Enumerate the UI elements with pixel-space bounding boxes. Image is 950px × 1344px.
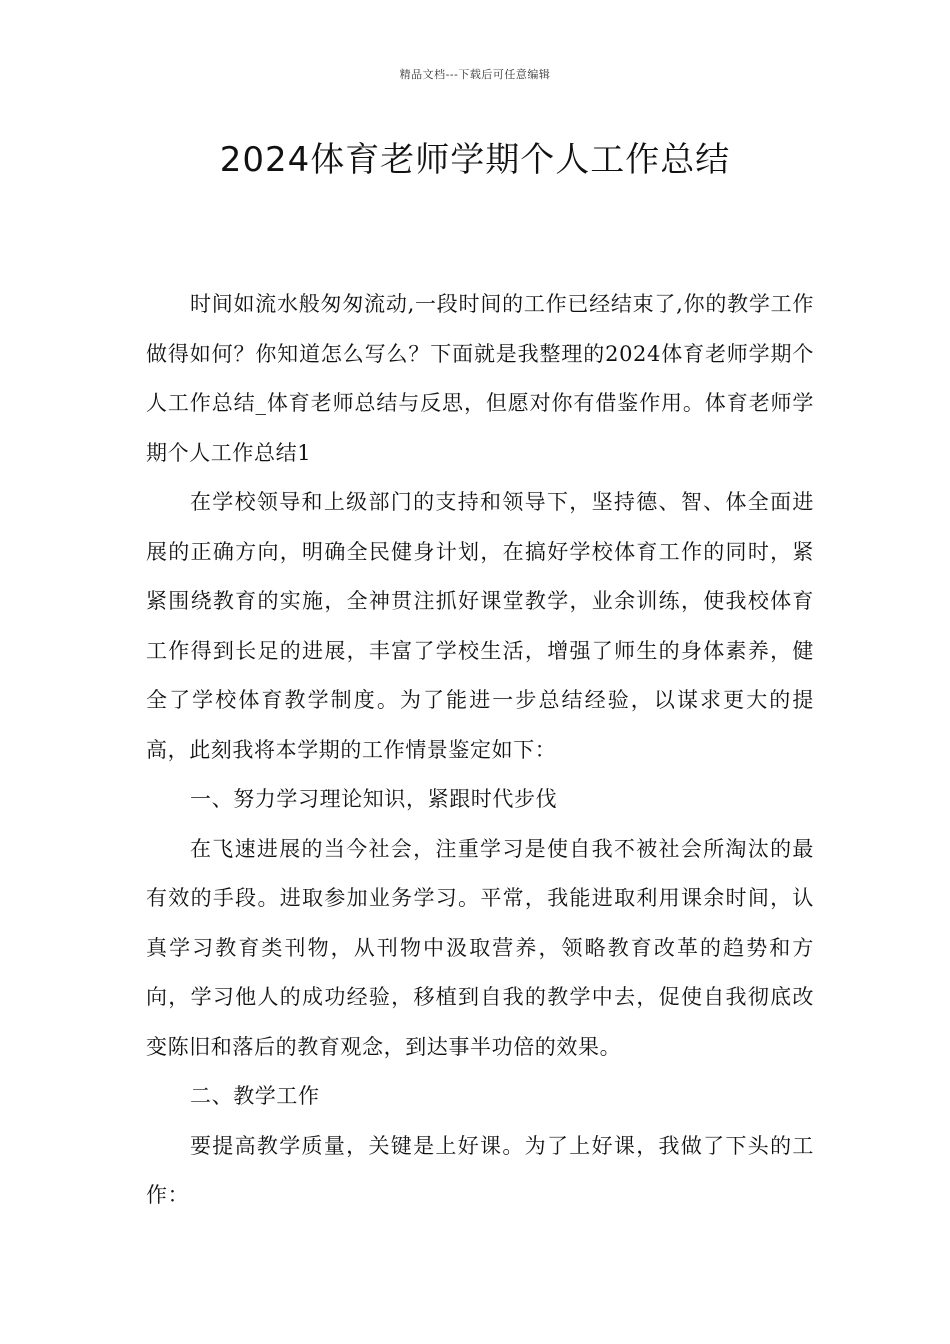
document-title: 2024体育老师学期个人工作总结	[219, 140, 731, 180]
section-heading-2: 二、教学工作	[190, 1084, 320, 1108]
document-body	[146, 280, 814, 1221]
paragraph-1: 在学校领导和上级部门的支持和领导下，坚持德、智、体全面进展的正确方向，明确全民健身计划，在搞好学校体育工作的同时，紧紧围绕教育的实施，全神贯注抓好课堂教学，业余训练，使我校体育工作得到长足的进展，丰富了学校生活，增强了师生的身体素养，健全了学校体育教学制度。为了能进一步总结经验，以谋求更大的提高，此刻我将本学期的工作情景鉴定如下：	[146, 490, 814, 762]
paragraph-2: 在飞速进展的当今社会，注重学习是使自我不被社会所淘汰的最有效的手段。进取参加业务学习。平常，我能进取利用课余时间，认真学习教育类刊物，从刊物中汲取营养，领略教育改革的趋势和方向，学习他人的成功经验，移植到自我的教学中去，促使自我彻底改变陈旧和落后的教育观念，到达事半功倍的效果。	[146, 836, 814, 1059]
paragraph-3: 要提高教学质量，关键是上好课。为了上好课，我做了下头的工作：	[146, 1133, 814, 1207]
section-heading-1: 一、努力学习理论知识，紧跟时代步伐	[190, 787, 558, 811]
header-note: 精品文档---下载后可任意编辑	[399, 68, 551, 81]
intro-paragraph: 时间如流水般匆匆流动,一段时间的工作已经结束了,你的教学工作做得如何？你知道怎么写么？下面就是我整理的2024体育老师学期个人工作总结_体育老师总结与反思，但愿对你有借鉴作用。体育老师学期个人工作总结1	[146, 292, 814, 465]
